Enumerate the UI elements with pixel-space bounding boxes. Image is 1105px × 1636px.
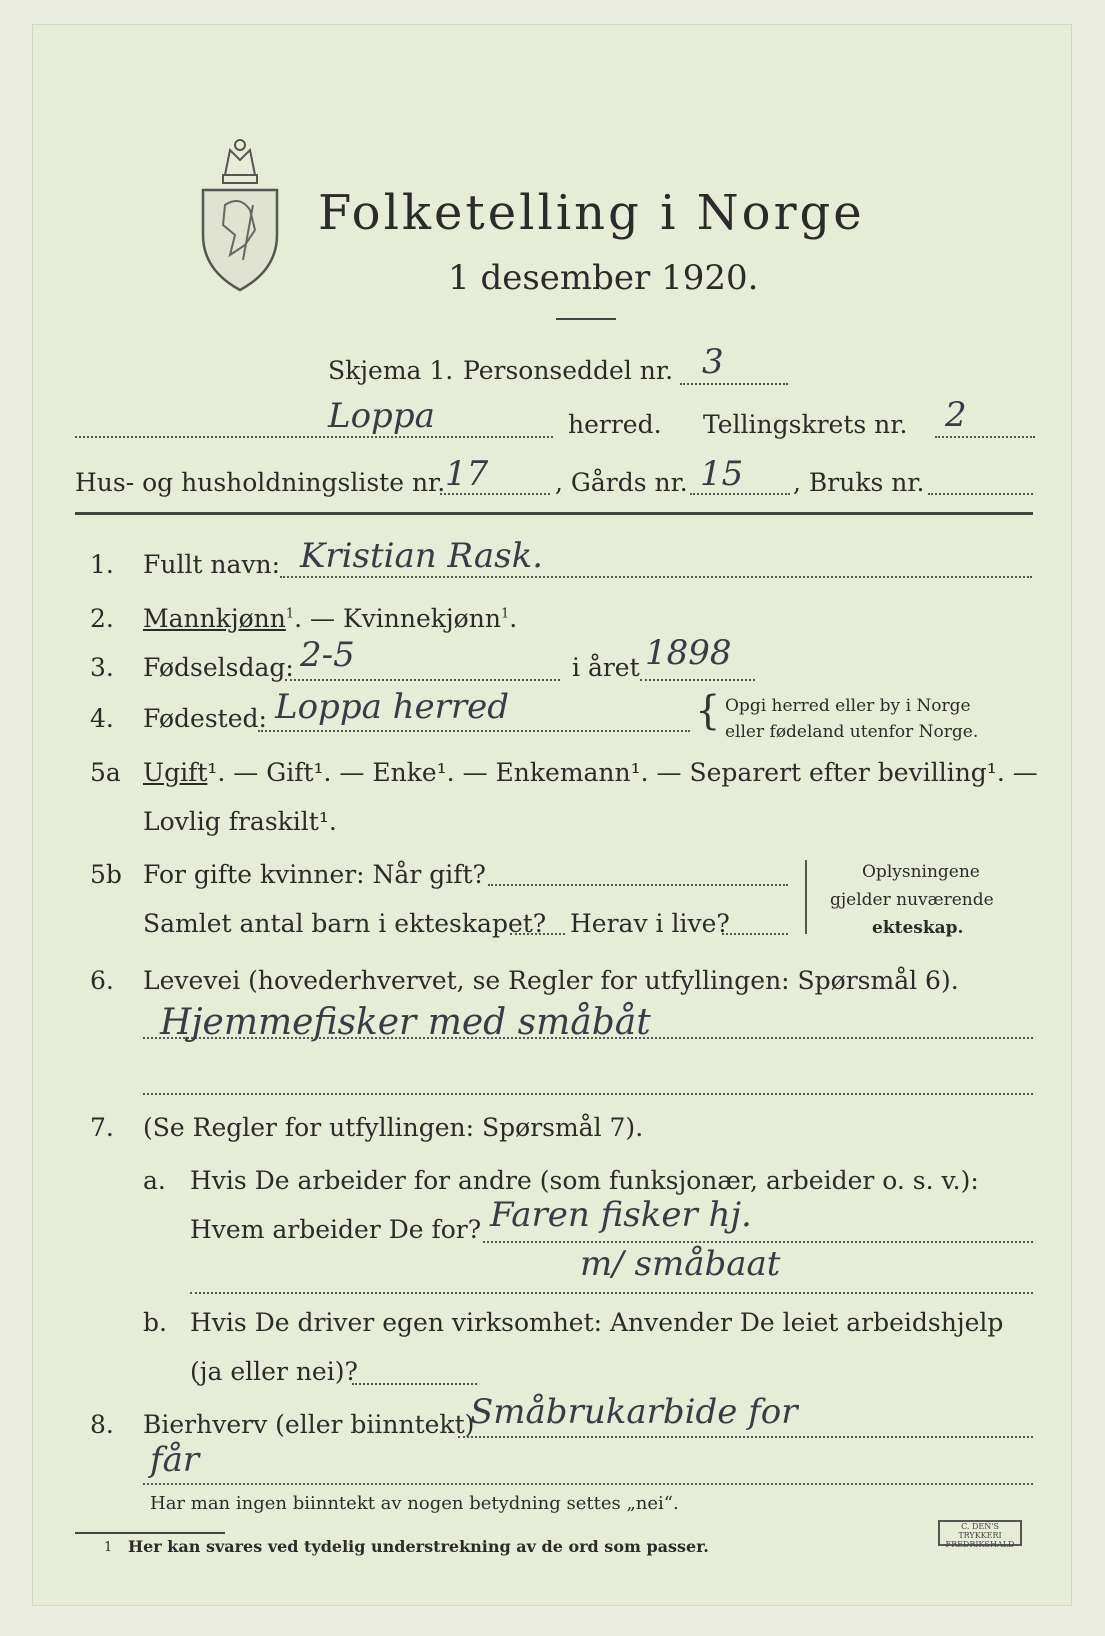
- printer-stamp: [938, 1520, 1022, 1549]
- personseddel-label: Personseddel nr.: [463, 356, 674, 385]
- personseddel-value[interactable]: 3: [702, 342, 724, 382]
- year-label: i året: [572, 653, 640, 682]
- employer-value[interactable]: Faren fisker hj.: [490, 1195, 752, 1235]
- herred-value[interactable]: Loppa: [328, 396, 435, 436]
- tellingskrets-label: Tellingskrets nr.: [703, 410, 908, 439]
- q7b-letter: b.: [143, 1308, 167, 1337]
- birthplace-note-1: Opgi herred eller by i Norge: [725, 696, 971, 716]
- bruks-label: , Bruks nr.: [793, 468, 925, 497]
- q7-number: 7.: [90, 1113, 114, 1142]
- birthplace-value[interactable]: Loppa herred: [275, 687, 510, 727]
- form-date: 1 desember 1920.: [448, 258, 759, 298]
- stamp-line-2: FREDRIKSHALD: [945, 1540, 1015, 1549]
- q3-number: 3.: [90, 653, 114, 682]
- tellingskrets-value[interactable]: 2: [945, 395, 967, 435]
- husliste-label: Hus- og husholdningsliste nr.: [75, 468, 446, 497]
- bracket-line: [805, 860, 807, 934]
- ugift-option[interactable]: Ugift: [143, 758, 208, 787]
- mannkjonn-option[interactable]: Mannkjønn: [143, 604, 286, 633]
- footnote-mark: 1: [285, 606, 295, 622]
- q2-options: [143, 604, 517, 633]
- form-title: Folketelling i Norge: [318, 185, 865, 241]
- employer-value-2[interactable]: m/ småbaat: [580, 1244, 781, 1284]
- hired-help-label: (ja eller nei)?: [190, 1357, 358, 1386]
- birthdate-value[interactable]: 2-5: [300, 635, 355, 675]
- stamp-line-1: C. DEN'S TRYKKERI: [958, 1522, 1002, 1540]
- skjema-label: Skjema 1.: [328, 356, 454, 385]
- herred-label: herred.: [568, 410, 662, 439]
- brace: {: [695, 688, 721, 734]
- coat-of-arms-icon: [195, 135, 285, 295]
- birthplace-note-2: eller fødeland utenfor Norge.: [725, 722, 979, 742]
- marital-options[interactable]: ¹. — Gift¹. — Enke¹. — Enkemann¹. — Separert efter bevilling¹. —: [207, 758, 1038, 787]
- q7b-text: Hvis De driver egen virksomhet: Anvender De leiet arbeidshjelp: [190, 1308, 1004, 1337]
- q5a-options: [143, 758, 1038, 787]
- q1-label: Fullt navn:: [143, 550, 281, 579]
- full-name-value[interactable]: Kristian Rask.: [300, 536, 543, 576]
- footnote-mark: 1: [104, 1540, 113, 1555]
- q7a-text: Hvis De arbeider for andre (som funksjonær, arbeider o. s. v.):: [190, 1166, 979, 1195]
- side-income-label: Bierhverv (eller biinntekt): [143, 1410, 475, 1439]
- q5b-number: 5b: [90, 860, 122, 889]
- children-count-label: Samlet antal barn i ekteskapet?: [143, 909, 547, 938]
- q5a-number: 5a: [90, 758, 121, 787]
- gards-label: , Gårds nr.: [555, 468, 688, 497]
- header-rule: [75, 512, 1033, 515]
- q7a-letter: a.: [143, 1166, 166, 1195]
- occupation-value[interactable]: Hjemmefisker med småbåt: [160, 1002, 651, 1043]
- footnote-rule: [75, 1532, 225, 1534]
- q4-label: Fødested:: [143, 704, 267, 733]
- birthyear-value[interactable]: 1898: [645, 633, 732, 673]
- title-divider: [556, 318, 616, 320]
- married-when-label: For gifte kvinner: Når gift?: [143, 860, 486, 889]
- q1-number: 1.: [90, 550, 114, 579]
- footnote-mark: 1: [500, 606, 510, 622]
- note-gjelder: gjelder nuværende: [830, 890, 994, 910]
- children-alive-label: Herav i live?: [570, 909, 730, 938]
- side-income-value-2[interactable]: får: [150, 1440, 200, 1480]
- q6-number: 6.: [90, 966, 114, 995]
- husliste-value[interactable]: 17: [445, 454, 489, 494]
- q6-label: Levevei (hovederhvervet, se Regler for utfyllingen: Spørsmål 6).: [143, 966, 959, 995]
- q2-number: 2.: [90, 604, 114, 633]
- kvinnekjonn-option[interactable]: Kvinnekjønn: [342, 604, 501, 633]
- q2-end: .: [509, 604, 518, 633]
- q4-number: 4.: [90, 704, 114, 733]
- footnote-text: Her kan svares ved tydelig understrekning av de ord som passer.: [128, 1537, 709, 1556]
- q7-label: (Se Regler for utfyllingen: Spørsmål 7).: [143, 1113, 644, 1142]
- note-oplysningene: Oplysningene: [862, 862, 980, 882]
- lovlig-fraskilt-option[interactable]: Lovlig fraskilt¹.: [143, 807, 337, 836]
- side-income-value[interactable]: Småbrukarbide for: [470, 1392, 798, 1432]
- separator: . —: [294, 604, 343, 633]
- side-income-note: Har man ingen biinntekt av nogen betydning settes „nei“.: [150, 1493, 679, 1514]
- gards-value[interactable]: 15: [700, 454, 744, 494]
- q8-number: 8.: [90, 1410, 114, 1439]
- q3-label: Fødselsdag:: [143, 653, 294, 682]
- employer-label: Hvem arbeider De for?: [190, 1215, 482, 1244]
- note-ekteskap: ekteskap.: [872, 918, 964, 938]
